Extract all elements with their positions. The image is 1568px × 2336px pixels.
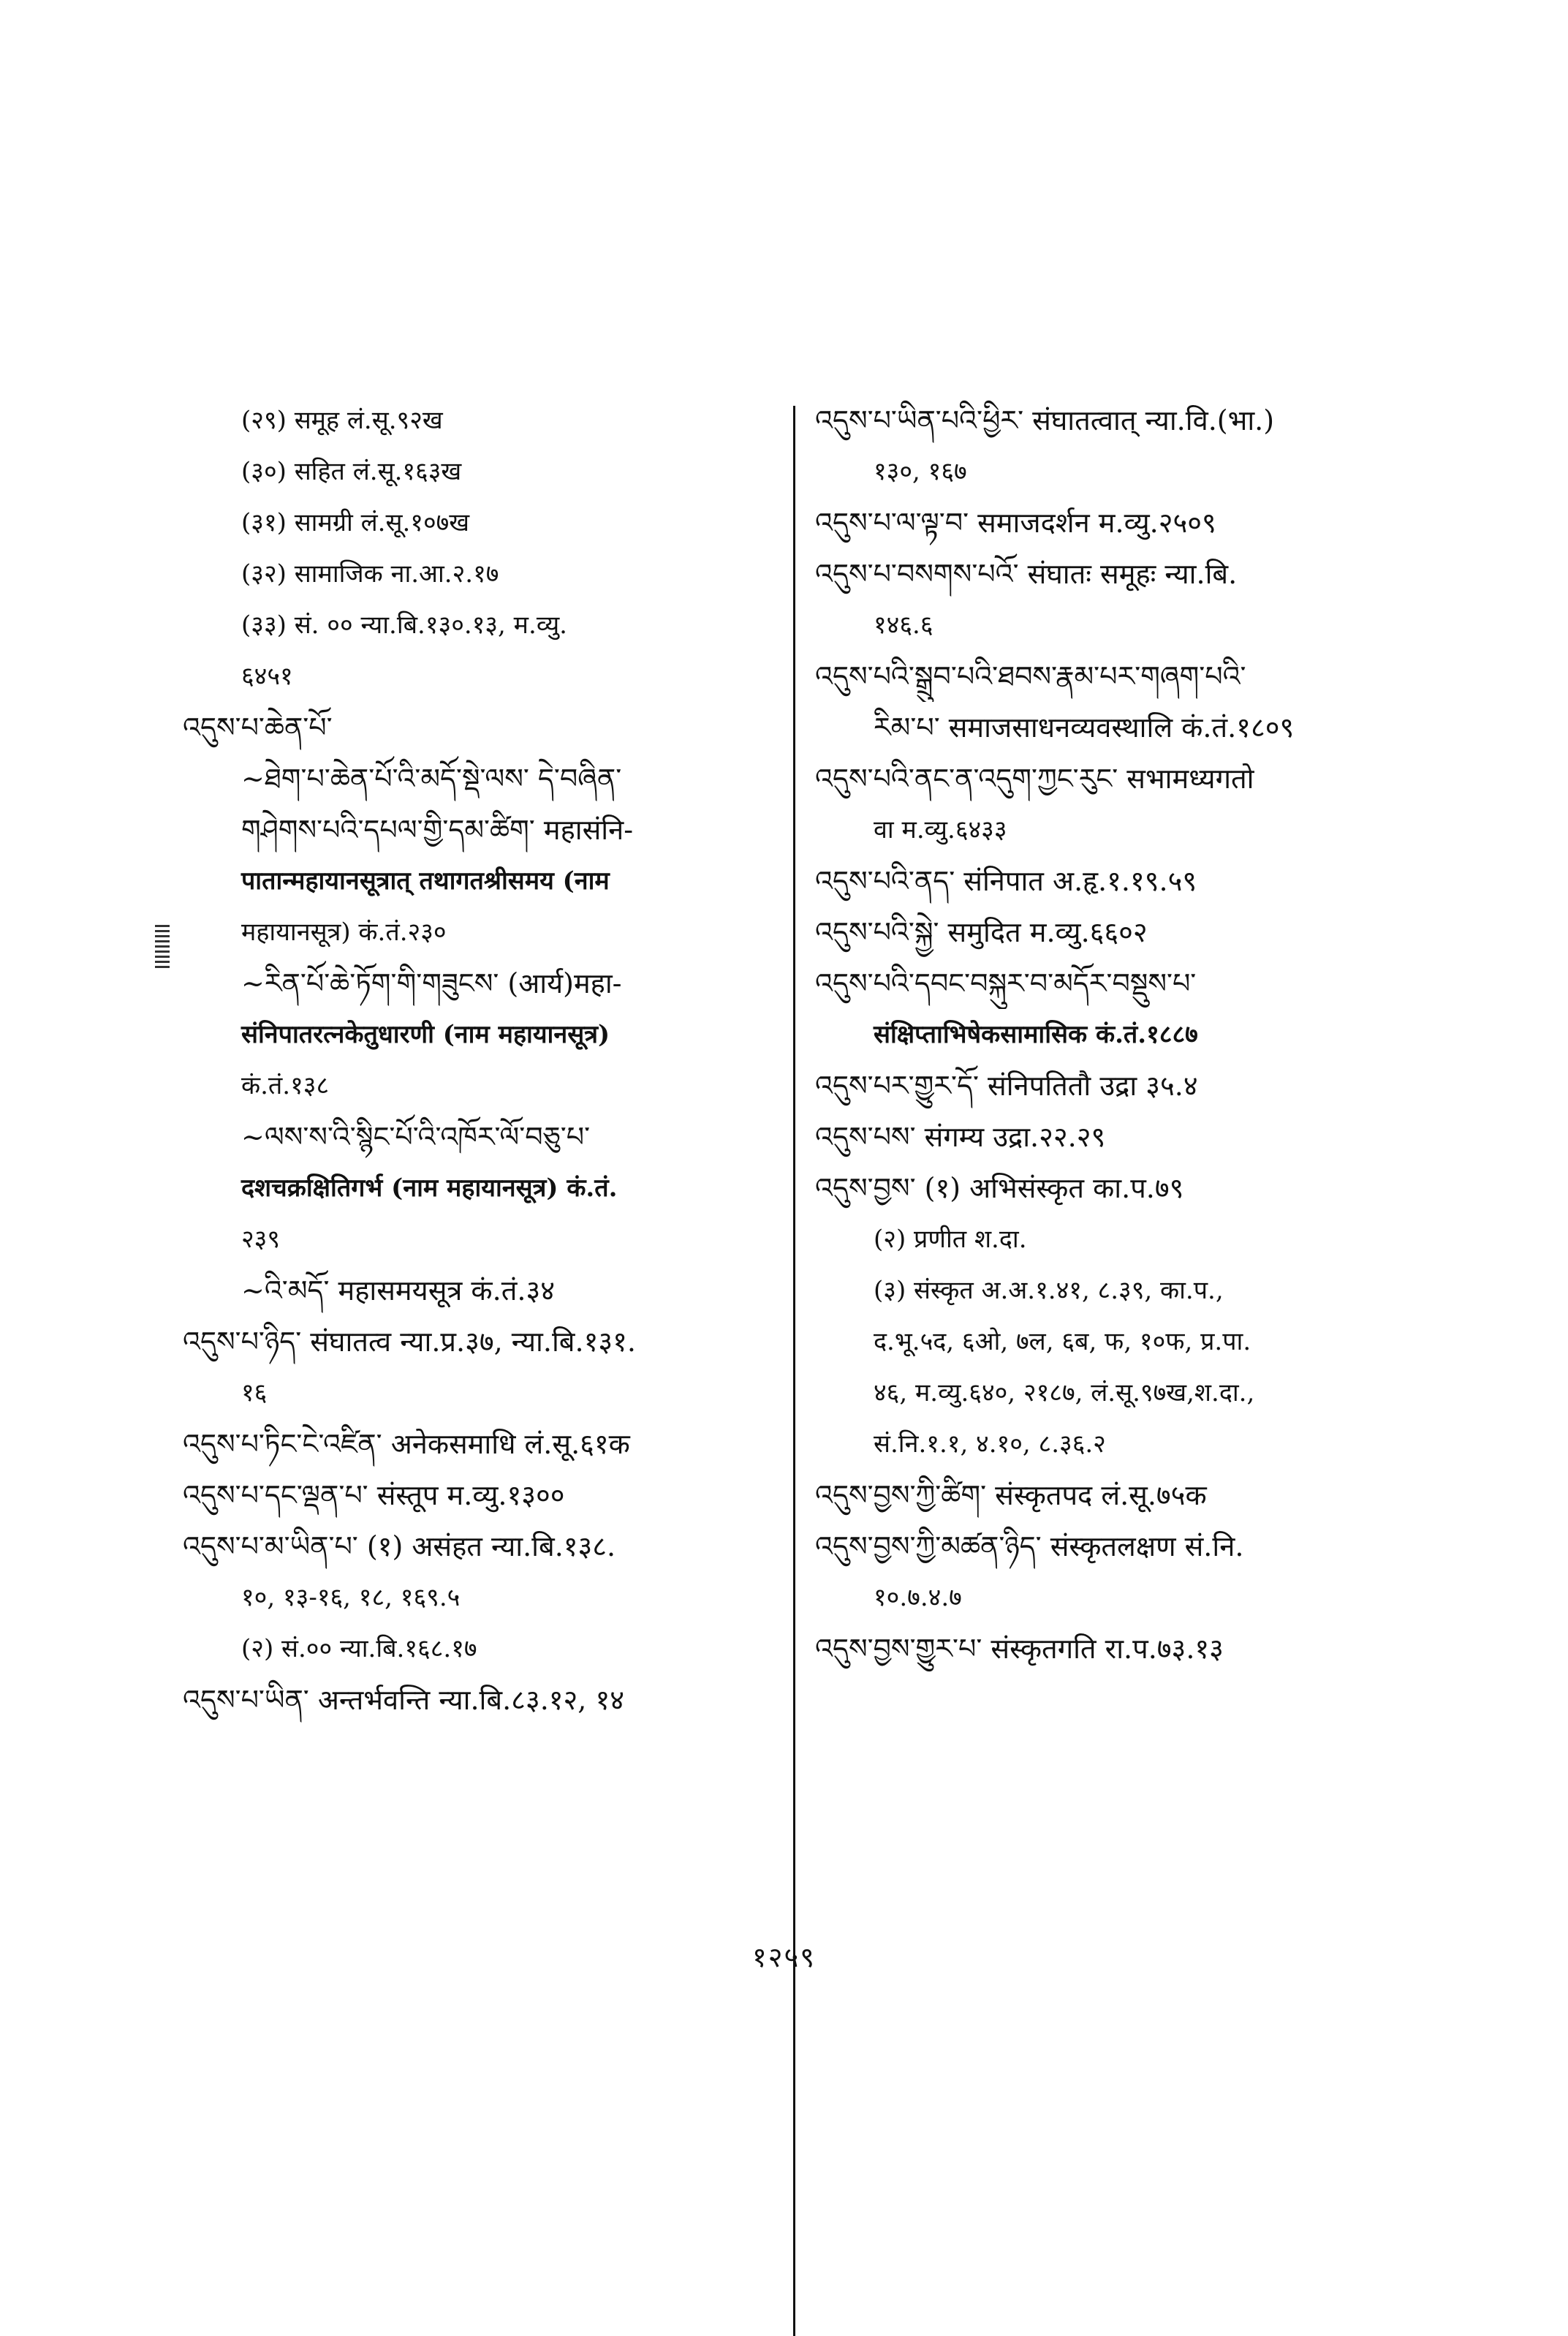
entry-line: १०.७.४.७ <box>874 1583 962 1612</box>
headword: འདུས་པས་ संगम्य उद्रा.२२.२९ <box>815 1121 1106 1153</box>
entry-line: १६ <box>241 1378 268 1407</box>
entry-line: पातान्महायानसूत्रात् तथागतश्रीसमय (नाम <box>241 866 610 896</box>
left-column <box>183 395 782 1725</box>
entry-line: ~ལས་ས་འི་སྙིང་པོ་འི་འཁོར་ལོ་བཅུ་པ་ <box>241 1121 591 1153</box>
headword: འདུས་པར་གྱུར་དོ་ संनिपतितौ उद्रा ३५.४ <box>815 1070 1198 1102</box>
entry-line: ~ཐེག་པ་ཆེན་པོ་འི་མདོ་སྡེ་ལས་ དེ་བཞིན་ <box>241 763 622 795</box>
headword: འདུས་པ་ཏིང་ངེ་འཛིན་ अनेकसमाधि लं.सू.६१क <box>183 1428 630 1460</box>
entry-line: कं.तं.१३८ <box>241 1071 330 1100</box>
margin-mark <box>155 925 170 969</box>
headword: འདུས་པའི་ནད་ संनिपात अ.हृ.१.१९.५९ <box>815 865 1197 897</box>
entry-line: (३२) सामाजिक ना.आ.२.१७ <box>241 559 499 589</box>
headword: འདུས་པ་ཆེན་པོ་ <box>183 711 333 744</box>
entry-line: ~རིན་པོ་ཆེ་ཏོག་གི་གཟུངས་ (आर्य)महा- <box>241 967 622 999</box>
entry-line: संक्षिप्ताभिषेकसामासिक कं.तं.१८८७ <box>874 1020 1198 1049</box>
entry-line: संनिपातरत्नकेतुधारणी (नाम महायानसूत्र) <box>241 1020 610 1049</box>
entry-line: (२) सं.०० न्या.बि.१६८.१७ <box>241 1634 477 1663</box>
entry-line: सं.नि.१.१, ४.१०, ८.३६.२ <box>874 1429 1106 1459</box>
entry-line: གཤེགས་པའི་དཔལ་གྱི་དམ་ཚིག་ महासंनि- <box>241 814 634 846</box>
headword: འདུས་པའི་སྒྲུབ་པའི་ཐབས་རྣམ་པར་གཞག་པའི་ <box>815 660 1246 692</box>
headword: འདུས་པ་ཉིད་ संघातत्व न्या.प्र.३७, न्या.बि.१३१. <box>183 1326 636 1358</box>
entry-line: ४६, म.व्यु.६४०, २१८७, लं.सू.९७ख,श.दा., <box>874 1378 1255 1407</box>
right-column <box>815 395 1414 1674</box>
headword: འདུས་པ་དང་ལྡན་པ་ संस्तूप म.व्यु.१३०० <box>183 1479 565 1511</box>
headword: འདུས་པའི་དབང་བསྐུར་བ་མདོར་བསྡུས་པ་ <box>815 967 1197 999</box>
entry-line: द.भू.५द, ६ओ, ७ल, ६ब, फ, १०फ, प्र.पा. <box>874 1327 1251 1356</box>
entry-line: १३०, १६७ <box>874 457 967 486</box>
entry-line: १४६.६ <box>874 611 933 640</box>
entry-line: (३१) सामग्री लं.सू.१०७ख <box>241 508 470 537</box>
headword: འདུས་པ་ཡིན་པའི་ཕྱིར་ संघातत्वात् न्या.वि.(भा.) <box>815 404 1275 436</box>
headword: འདུས་པའི་ནང་ན་འདུག་ཀྱང་རུང་ सभामध्यगतो <box>815 763 1254 795</box>
headword: འདུས་པ་མ་ཡིན་པ་ (१) असंहत न्या.बि.१३८. <box>183 1530 616 1562</box>
headword: འདུས་པའི་སྐྱེ་ समुदित म.व्यु.६६०२ <box>815 916 1148 948</box>
headword: འདུས་བྱས་ཀྱི་མཚན་ཉིད་ संस्कृतलक्षण सं.नि. <box>815 1530 1244 1562</box>
column-divider <box>793 406 795 2336</box>
headword: འདུས་པ་ཡིན་ अन्तर्भवन्ति न्या.बि.८३.१२, १४ <box>183 1684 624 1716</box>
entry-line: རིམ་པ་ समाजसाधनव्यवस्थालि कं.तं.१८०९ <box>874 711 1295 744</box>
headword: འདུས་པ་ལ་ལྟ་བ་ समाजदर्शन म.व्यु.२५०९ <box>815 507 1216 539</box>
entry-line: ~འི་མདོ་ महासमयसूत्र कं.तं.३४ <box>241 1274 555 1307</box>
headword: འདུས་བྱས་ (१) अभिसंस्कृत का.प.७९ <box>815 1172 1184 1204</box>
headword: འདུས་པ་བསགས་པའོ་ संघातः समूहः न्या.बि. <box>815 558 1238 590</box>
entry-line: (३३) सं. ०० न्या.बि.१३०.१३, म.व्यु. <box>241 611 567 640</box>
page-number: १२५९ <box>751 1941 817 1973</box>
entry-line: २३९ <box>241 1225 281 1254</box>
entry-line: १०, १३-१६, १८, १६९.५ <box>241 1583 461 1612</box>
entry-line: (३०) सहित लं.सू.१६३ख <box>241 457 462 486</box>
headword: འདུས་བྱས་གྱུར་པ་ संस्कृतगति रा.प.७३.१३ <box>815 1633 1224 1665</box>
entry-line: (२) प्रणीत श.दा. <box>874 1225 1027 1254</box>
entry-line: महायानसूत्र) कं.तं.२३० <box>241 918 447 947</box>
entry-line: ६४५१ <box>241 662 293 691</box>
headword: འདུས་བྱས་ཀྱི་ཚིག་ संस्कृतपद लं.सू.७५क <box>815 1479 1207 1511</box>
entry-line: (२९) समूह लं.सू.९२ख <box>241 406 443 435</box>
entry-line: दशचक्रक्षितिगर्भ (नाम महायानसूत्र) कं.तं. <box>241 1173 618 1203</box>
entry-line: (३) संस्कृत अ.अ.१.४१, ८.३९, का.प., <box>874 1276 1224 1305</box>
entry-line: वा म.व्यु.६४३३ <box>874 815 1007 844</box>
